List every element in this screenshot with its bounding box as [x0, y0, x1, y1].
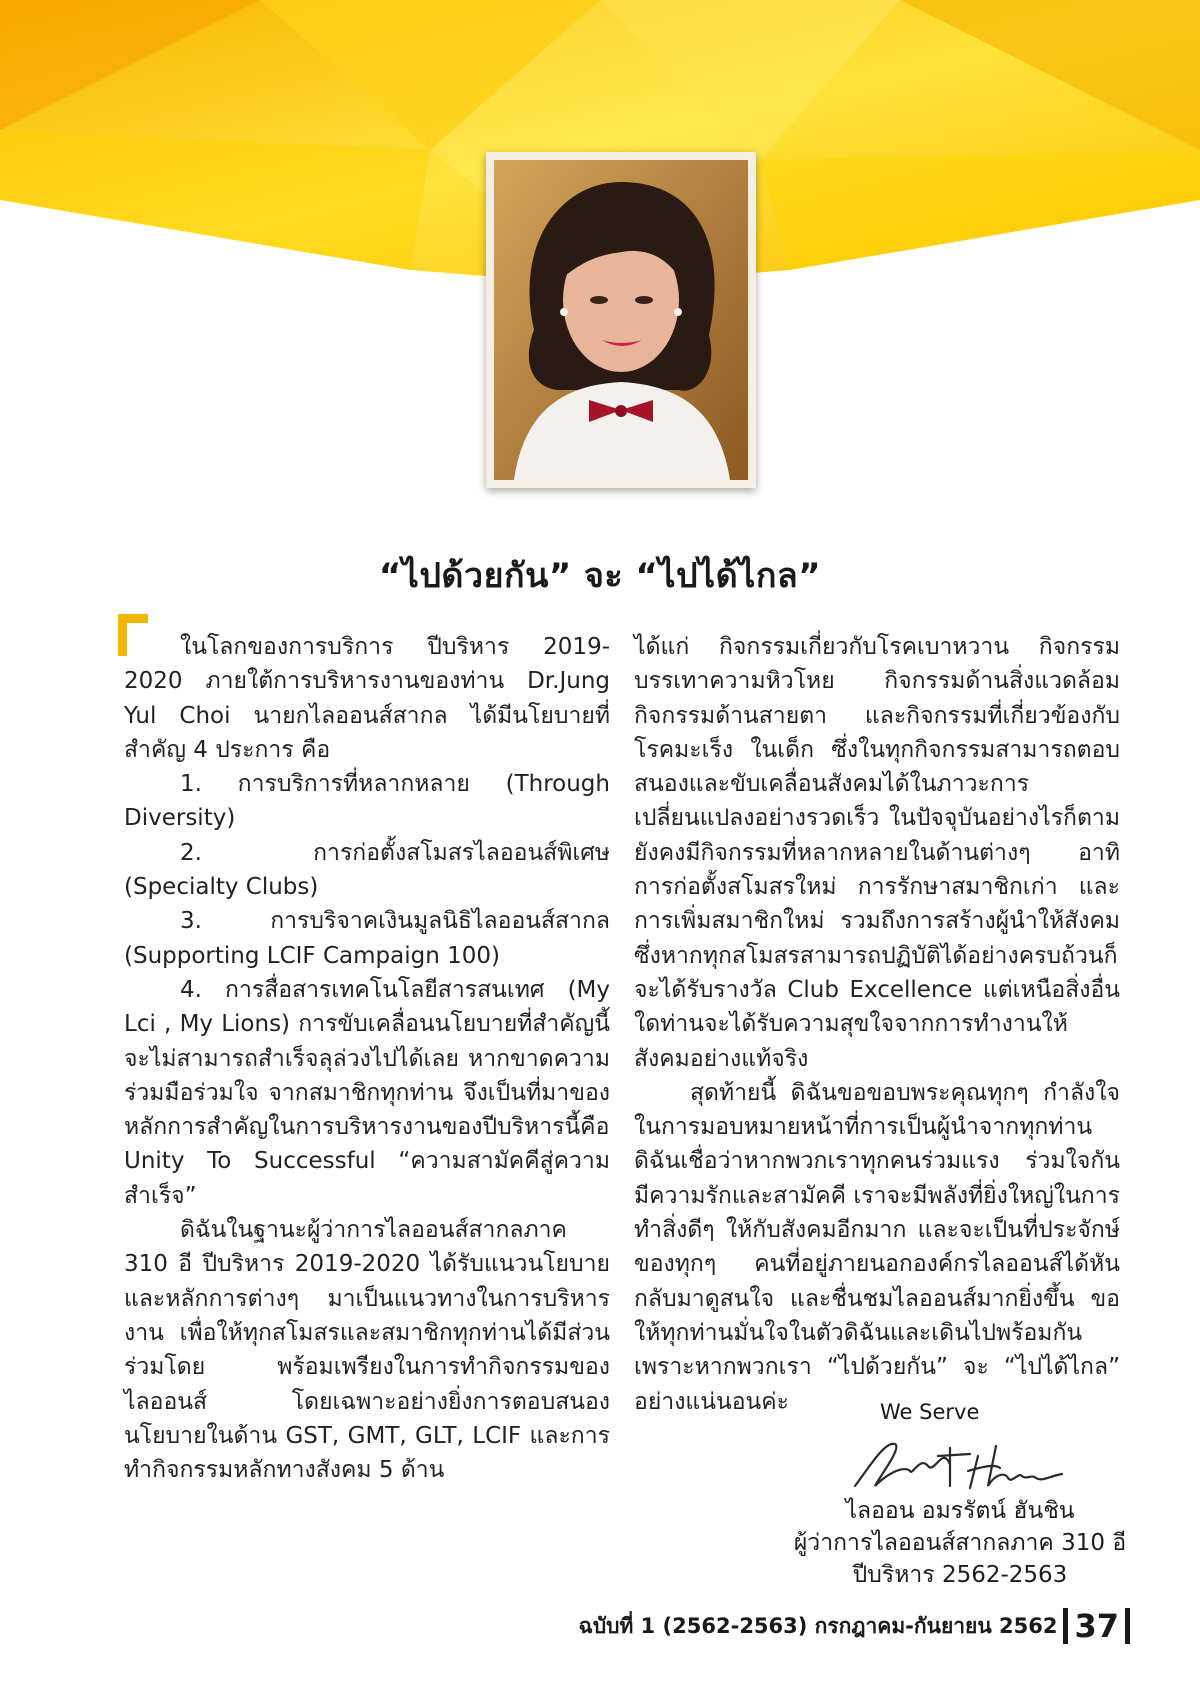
- paragraph: สุดท้ายนี้ ดิฉันขอขอบพระคุณทุกๆ กำลังใจในการมอบหมายหน้าที่การเป็นผู้นำจากทุกท่าน ดิฉันเชื่อว่าหากพวกเราทุกคนร่วมแรง ร่วมใจกัน มีความรักและสามัคคี เราจะมีพลังที่ยิ่งใหญ่ในการทำสิ่งดีๆ ให้กับสังคมอีกมาก และจะเป็นที่ประจักษ์ของทุกๆ คนที่อยู่ภายนอกองค์กรไลออนส์ได้หันกลับมาดูสนใจ และชื่นชมไลออนส์มากยิ่งขึ้น ขอให้ทุกท่านมั่นใจในตัวดิฉันและเดินไปพร้อมกัน เพราะหากพวกเรา “ไปด้วยกัน” จะ “ไปได้ไกล” อย่างแน่นอนค่ะ: [634, 1079, 1120, 1415]
- portrait-photo-frame: [486, 152, 756, 488]
- paragraph: ในโลกของการบริการ ปีบริหาร 2019-2020 ภายใต้การบริหารงานของท่าน Dr.Jung Yul Choi นายกไลออนส์สากล ได้มีนโยบายที่สำคัญ 4 ประการ คือ: [124, 634, 610, 763]
- motto: We Serve: [880, 1400, 980, 1424]
- list-item: 1. การบริการที่หลากหลาย (Through Diversity): [124, 771, 610, 832]
- paragraph: ดิฉันในฐานะผู้ว่าการไลออนส์สากลภาค 310 อี ปีบริหาร 2019-2020 ได้รับแนวนโยบายและหลักการต่างๆ มาเป็นแนวทางในการบริหารงาน เพื่อให้ทุกสโมสรและสมาชิกทุกท่านได้มีส่วนร่วมโดย พร้อมเพรียงในการทำกิจกรรมของไลออนส์ โดยเฉพาะอย่างยิ่งการตอบสนองนโยบายในด้าน GST, GMT, GLT, LCIF และการทำกิจกรรมหลักทางสังคม 5 ด้าน: [124, 1217, 610, 1484]
- signoff-block: [760, 1495, 1160, 1591]
- list-item: 2. การก่อตั้งสโมสรไลออนส์พิเศษ (Specialty Clubs): [124, 839, 610, 901]
- page-footer: [579, 1606, 1130, 1646]
- divider: [1125, 1608, 1130, 1644]
- body-column-right: [634, 630, 1120, 1419]
- signature-icon: [850, 1436, 1070, 1496]
- paragraph: ได้แก่ กิจกรรมเกี่ยวกับโรคเบาหวาน กิจกรรม บรรเทาความหิวโหย กิจกรรมด้านสิ่งแวดล้อม กิจกรรมด้านสายตา และกิจกรรมที่เกี่ยวข้องกับโรคมะเร็ง ในเด็ก ซึ่งในทุกกิจกรรมสามารถตอบสนองและขับเคลื่อนสังคมได้ในภาวะการเปลี่ยนแปลงอย่างรวดเร็ว ในปัจจุบันอย่างไรก็ตาม ยังคงมีกิจกรรมที่หลากหลายในด้านต่างๆ อาทิ การก่อตั้งสโมสรใหม่ การรักษาสมาชิกเก่า และการเพิ่มสมาชิกใหม่ รวมถึงการสร้างผู้นำให้สังคม ซึ่งหากทุกสโมสรสามารถปฏิบัติได้อย่างครบถ้วนก็จะได้รับรางวัล Club Excellence แต่เหนือสิ่งอื่นใดท่านจะได้รับความสุขใจจากการทำงานให้สังคมอย่างแท้จริง: [634, 634, 1120, 1072]
- signatory-title: ผู้ว่าการไลออนส์สากลภาค 310 อี: [793, 1530, 1127, 1556]
- signatory-term: ปีบริหาร 2562-2563: [852, 1562, 1068, 1588]
- page-number: 37: [1074, 1607, 1119, 1645]
- page-title: “ไปด้วยกัน” จะ “ไปได้ไกล”: [378, 556, 822, 596]
- portrait-photo-icon: [494, 160, 748, 480]
- list-item: 3. การบริจาคเงินมูลนิธิไลออนส์สากล (Supporting LCIF Campaign 100): [124, 908, 610, 969]
- issue-info: ฉบับที่ 1 (2562-2563) กรกฎาคม-กันยายน 2562: [578, 1613, 1058, 1638]
- body-column-left: [124, 630, 610, 1487]
- signatory-name: ไลออน อมรรัตน์ ฮันชิน: [845, 1498, 1075, 1524]
- list-item: 4. การสื่อสารเทคโนโลยีสารสนเทศ (My Lci , My Lions) การขับเคลื่อนนโยบายที่สำคัญนี้จะไม่สามารถสำเร็จลุล่วงไปได้เลย หากขาดความร่วมมือร่วมใจ จากสมาชิกทุกท่าน จึงเป็นที่มาของหลักการสำคัญในการบริหารงานของปีบริหารนี้คือ Unity To Successful “ความสามัคคีสู่ความสำเร็จ”: [124, 976, 610, 1209]
- divider: [1063, 1608, 1068, 1644]
